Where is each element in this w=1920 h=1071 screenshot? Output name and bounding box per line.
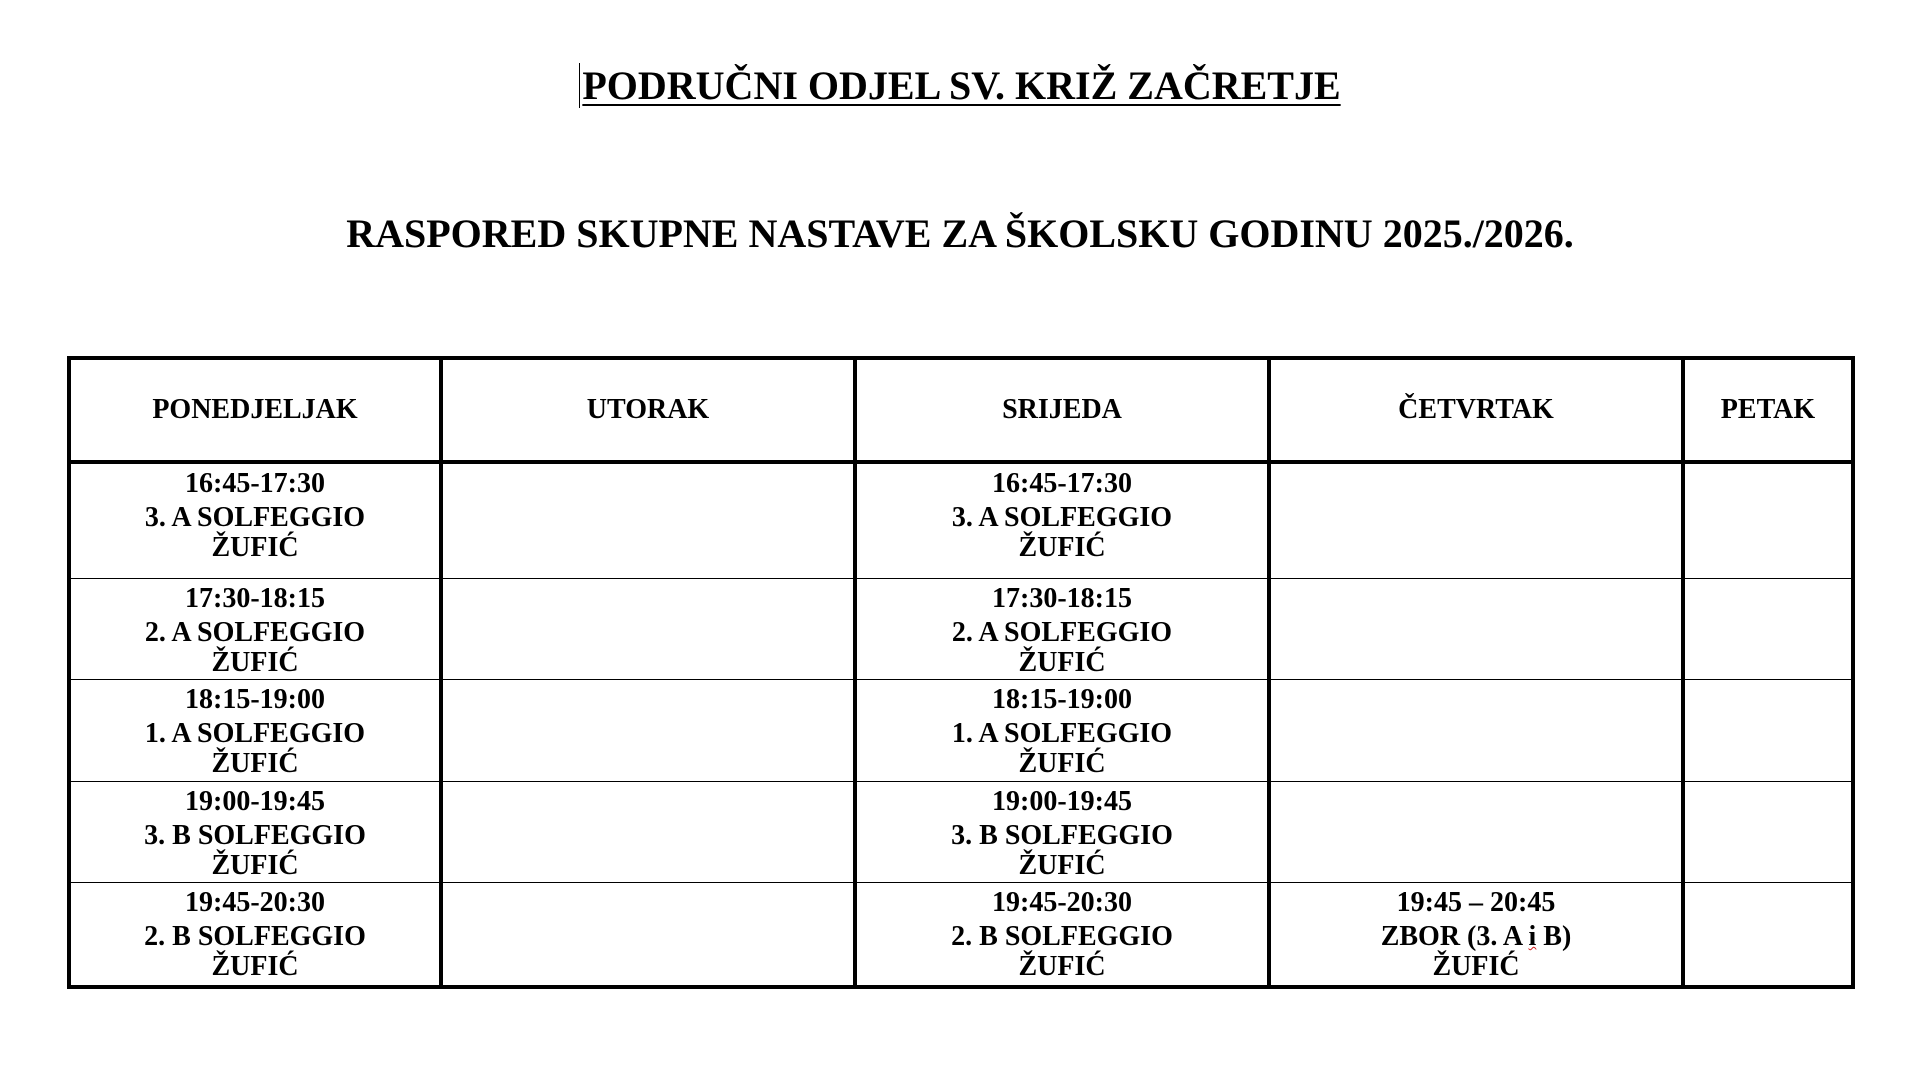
cell-petak	[1683, 462, 1853, 579]
lesson-teacher: ŽUFIĆ	[211, 532, 299, 563]
lesson-class: 2. B SOLFEGGIO	[951, 921, 1173, 952]
cell-ponedjeljak	[69, 462, 441, 579]
lesson-class: 2. A SOLFEGGIO	[144, 617, 366, 648]
header-petak: PETAK	[1683, 358, 1853, 462]
page-title	[0, 62, 1920, 110]
header-srijeda: SRIJEDA	[855, 358, 1269, 462]
table-row	[69, 782, 1853, 883]
cell-utorak	[441, 579, 855, 680]
table-row	[69, 579, 1853, 680]
cell-utorak	[441, 782, 855, 883]
cell-srijeda	[855, 462, 1269, 579]
lesson-class: 3. B SOLFEGGIO	[144, 820, 366, 851]
lesson-time: 19:45-20:30	[185, 887, 325, 918]
header-ponedjeljak: PONEDJELJAK	[69, 358, 441, 462]
lesson-class: 3. A SOLFEGGIO	[144, 502, 366, 533]
cell-srijeda	[855, 579, 1269, 680]
lesson-time: 16:45-17:30	[185, 468, 325, 499]
cell-petak	[1683, 782, 1853, 883]
lesson-time: 18:15-19:00	[992, 684, 1132, 715]
lesson-teacher: ŽUFIĆ	[1018, 951, 1106, 982]
table-row	[69, 680, 1853, 782]
lesson-class-part: B)	[1536, 921, 1572, 952]
lesson-time: 19:45 – 20:45	[1396, 887, 1556, 918]
header-row	[69, 358, 1853, 462]
cell-cetvrtak	[1269, 579, 1683, 680]
schedule-table	[67, 356, 1855, 989]
schedule-subtitle: RASPORED SKUPNE NASTAVE ZA ŠKOLSKU GODINU 2025./2026.	[346, 211, 1574, 256]
spellcheck-word: i	[1528, 921, 1537, 952]
lesson-time: 19:00-19:45	[185, 786, 325, 817]
cell-cetvrtak	[1269, 462, 1683, 579]
lesson-class: 3. A SOLFEGGIO	[951, 502, 1173, 533]
lesson-time: 17:30-18:15	[992, 583, 1132, 614]
lesson-time: 19:00-19:45	[992, 786, 1132, 817]
table-row	[69, 462, 1853, 579]
cell-ponedjeljak	[69, 579, 441, 680]
cell-srijeda	[855, 782, 1269, 883]
lesson-teacher: ŽUFIĆ	[211, 647, 299, 678]
cell-ponedjeljak	[69, 883, 441, 988]
cell-cetvrtak	[1269, 680, 1683, 782]
cell-ponedjeljak	[69, 782, 441, 883]
lesson-teacher: ŽUFIĆ	[1018, 850, 1106, 881]
lesson-class-part: ZBOR (3. A	[1380, 921, 1529, 952]
cell-utorak	[441, 883, 855, 988]
header-utorak: UTORAK	[441, 358, 855, 462]
lesson-time: 16:45-17:30	[992, 468, 1132, 499]
lesson-class	[1271, 921, 1681, 953]
lesson-teacher: ŽUFIĆ	[1018, 748, 1106, 779]
lesson-teacher: ŽUFIĆ	[211, 951, 299, 982]
cell-petak	[1683, 680, 1853, 782]
cell-petak	[1683, 579, 1853, 680]
cell-srijeda	[855, 883, 1269, 988]
page-title-text: PODRUČNI ODJEL SV. KRIŽ ZAČRETJE	[579, 63, 1340, 108]
cell-petak	[1683, 883, 1853, 988]
cell-ponedjeljak	[69, 680, 441, 782]
lesson-teacher: ŽUFIĆ	[1432, 951, 1520, 982]
cell-cetvrtak	[1269, 782, 1683, 883]
header-cetvrtak: ČETVRTAK	[1269, 358, 1683, 462]
lesson-class: 1. A SOLFEGGIO	[951, 718, 1173, 749]
lesson-teacher: ŽUFIĆ	[1018, 532, 1106, 563]
lesson-time: 18:15-19:00	[185, 684, 325, 715]
lesson-teacher: ŽUFIĆ	[1018, 647, 1106, 678]
lesson-class: 2. A SOLFEGGIO	[951, 617, 1173, 648]
lesson-class: 2. B SOLFEGGIO	[144, 921, 366, 952]
cell-utorak	[441, 680, 855, 782]
table-row	[69, 883, 1853, 988]
cell-utorak	[441, 462, 855, 579]
lesson-class: 3. B SOLFEGGIO	[951, 820, 1173, 851]
lesson-teacher: ŽUFIĆ	[211, 850, 299, 881]
cell-cetvrtak	[1269, 883, 1683, 988]
lesson-teacher: ŽUFIĆ	[211, 748, 299, 779]
lesson-time: 17:30-18:15	[185, 583, 325, 614]
lesson-time: 19:45-20:30	[992, 887, 1132, 918]
cell-srijeda	[855, 680, 1269, 782]
lesson-class: 1. A SOLFEGGIO	[144, 718, 366, 749]
